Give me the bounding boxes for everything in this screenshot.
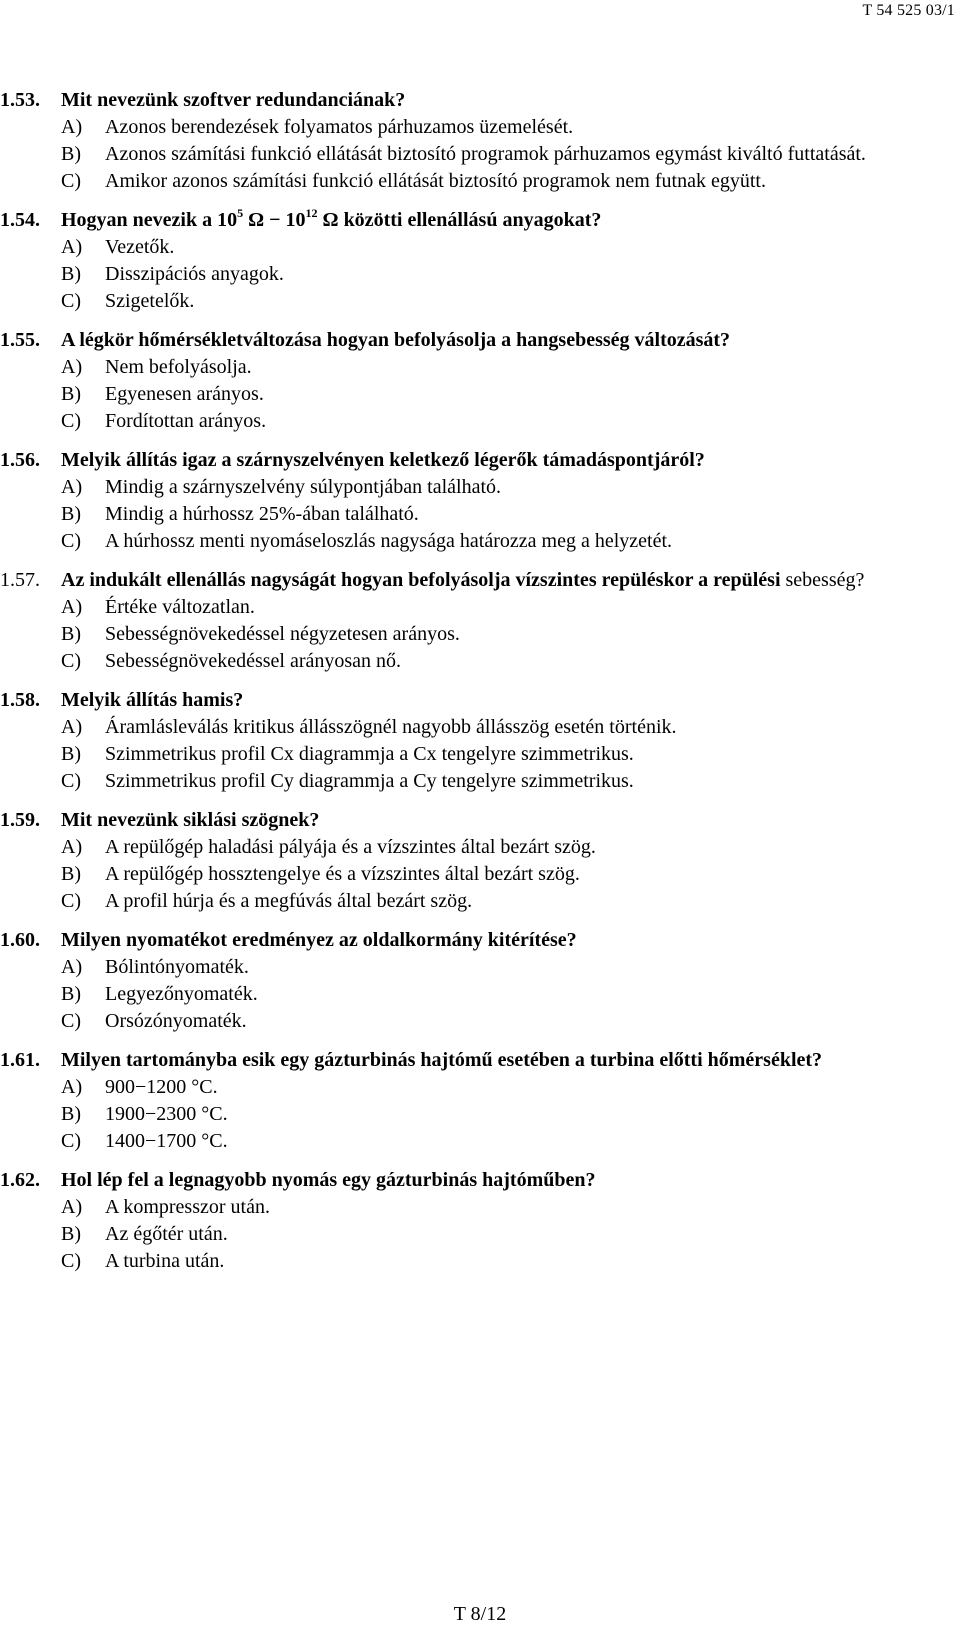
question-number: 1.56.: [0, 449, 40, 471]
question-text: Melyik állítás hamis?: [61, 689, 244, 711]
option-b: [61, 1221, 960, 1248]
option-letter: B): [61, 383, 81, 405]
option-letter: A): [61, 956, 83, 978]
option-a: [61, 234, 960, 261]
option-text: A turbina után.: [105, 1250, 225, 1272]
option-c: [61, 1128, 960, 1155]
option-c: [61, 648, 960, 675]
option-text: Fordítottan arányos.: [105, 410, 267, 432]
option-c: [61, 528, 960, 555]
option-c: [61, 288, 960, 315]
option-text: Azonos számítási funkció ellátását biztosító programok párhuzamos egymást kiváltó futtatását.: [105, 143, 866, 165]
question-text-part: Ω − 10: [243, 209, 306, 231]
option-b: [61, 981, 960, 1008]
option-text: Áramlásleválás kritikus állásszögnél nagyobb állásszög esetén történik.: [105, 716, 677, 738]
option-a: [61, 834, 960, 861]
question-text: Mit nevezünk szoftver redundanciának?: [61, 89, 406, 111]
option-text: A kompresszor után.: [105, 1196, 270, 1218]
question-number: 1.54.: [0, 209, 40, 231]
option-letter: B): [61, 1103, 81, 1125]
question-number: 1.62.: [0, 1169, 40, 1191]
page-number: T 8/12: [453, 1603, 507, 1625]
option-text: Sebességnövekedéssel négyzetesen arányos.: [105, 623, 460, 645]
option-a: [61, 714, 960, 741]
option-letter: C): [61, 1250, 81, 1272]
option-letter: C): [61, 530, 81, 552]
option-letter: C): [61, 650, 81, 672]
option-text: Legyezőnyomaték.: [105, 983, 258, 1005]
question-number: 1.60.: [0, 929, 40, 951]
question-text-part: Hogyan nevezik a 10: [61, 209, 238, 231]
question-text-part: sebesség?: [780, 569, 865, 591]
question-number: 1.59.: [0, 809, 40, 831]
option-text: Vezetők.: [105, 236, 175, 258]
option-letter: B): [61, 743, 81, 765]
question-text: A légkör hőmérsékletváltozása hogyan befolyásolja a hangsebesség változását?: [61, 329, 731, 351]
option-letter: A): [61, 716, 83, 738]
question-text-part: Az indukált ellenállás nagyságát hogyan befolyásolja vízszintes repüléskor a repülési: [61, 569, 781, 591]
option-letter: B): [61, 863, 81, 885]
option-letter: B): [61, 143, 81, 165]
option-text: Az égőtér után.: [105, 1223, 228, 1245]
option-letter: A): [61, 596, 83, 618]
option-text: Amikor azonos számítási funkció ellátását biztosító programok nem futnak együtt.: [105, 170, 766, 192]
question-text: [61, 207, 951, 234]
option-letter: C): [61, 770, 81, 792]
option-letter: C): [61, 1130, 81, 1152]
option-letter: A): [61, 236, 83, 258]
question-number: 1.57.: [0, 569, 40, 591]
question-1-54: [0, 207, 960, 315]
question-text: Hol lép fel a legnagyobb nyomás egy gázturbinás hajtóműben?: [61, 1169, 596, 1191]
question-1-55: [0, 327, 960, 435]
question-1-57: [0, 567, 960, 675]
option-letter: A): [61, 1196, 83, 1218]
question-1-58: [0, 687, 960, 795]
exponent: 5: [237, 206, 244, 220]
question-text-part: Ω közötti ellenállású anyagokat?: [317, 209, 602, 231]
option-b: [61, 261, 960, 288]
option-b: [61, 861, 960, 888]
option-text: A repülőgép hossztengelye és a vízszintes által bezárt szög.: [105, 863, 580, 885]
option-letter: A): [61, 1076, 83, 1098]
option-text: Szimmetrikus profil Cx diagrammja a Cx tengelyre szimmetrikus.: [105, 743, 634, 765]
option-letter: C): [61, 890, 81, 912]
option-letter: C): [61, 290, 81, 312]
option-text: Orsózónyomaték.: [105, 1010, 247, 1032]
question-number: 1.58.: [0, 689, 40, 711]
option-letter: A): [61, 116, 83, 138]
option-a: [61, 474, 960, 501]
option-text: Mindig a húrhossz 25%-ában található.: [105, 503, 419, 525]
option-text: Egyenesen arányos.: [105, 383, 264, 405]
option-letter: C): [61, 410, 81, 432]
question-number: 1.53.: [0, 89, 40, 111]
option-text: Szigetelők.: [105, 290, 195, 312]
option-letter: A): [61, 356, 83, 378]
question-1-61: [0, 1047, 960, 1155]
option-b: [61, 1101, 960, 1128]
option-c: [61, 408, 960, 435]
option-text: Sebességnövekedéssel arányosan nő.: [105, 650, 402, 672]
question-text: Milyen tartományba esik egy gázturbinás hajtómű esetében a turbina előtti hőmérséklet?: [61, 1049, 823, 1071]
option-letter: B): [61, 1223, 81, 1245]
question-1-62: [0, 1167, 960, 1275]
question-text: Mit nevezünk siklási szögnek?: [61, 809, 320, 831]
option-c: [61, 768, 960, 795]
option-text: Mindig a szárnyszelvény súlypontjában található.: [105, 476, 502, 498]
option-c: [61, 1008, 960, 1035]
option-b: [61, 141, 960, 168]
question-1-56: [0, 447, 960, 555]
question-text: [61, 567, 951, 594]
option-letter: A): [61, 836, 83, 858]
option-text: Azonos berendezések folyamatos párhuzamos üzemelését.: [105, 116, 574, 138]
option-a: [61, 354, 960, 381]
question-1-53: [0, 87, 960, 195]
option-a: [61, 114, 960, 141]
question-text: Milyen nyomatékot eredményez az oldalkormány kitérítése?: [61, 929, 577, 951]
question-1-59: [0, 807, 960, 915]
option-text: 1400−1700 °C.: [105, 1130, 228, 1152]
option-text: Bólintónyomaték.: [105, 956, 249, 978]
option-c: [61, 888, 960, 915]
option-b: [61, 381, 960, 408]
option-text: 1900−2300 °C.: [105, 1103, 228, 1125]
question-text: Melyik állítás igaz a szárnyszelvényen keletkező légerők támadáspontjáról?: [61, 449, 705, 471]
option-b: [61, 501, 960, 528]
option-letter: B): [61, 263, 81, 285]
option-b: [61, 741, 960, 768]
option-a: [61, 1074, 960, 1101]
option-text: A húrhossz menti nyomáseloszlás nagysága határozza meg a helyzetét.: [105, 530, 673, 552]
exponent: 12: [305, 206, 318, 220]
option-letter: C): [61, 1010, 81, 1032]
option-text: Disszipációs anyagok.: [105, 263, 284, 285]
option-a: [61, 594, 960, 621]
option-letter: B): [61, 983, 81, 1005]
option-text: Szimmetrikus profil Cy diagrammja a Cy tengelyre szimmetrikus.: [105, 770, 634, 792]
option-c: [61, 1248, 960, 1275]
option-text: Nem befolyásolja.: [105, 356, 252, 378]
question-1-60: [0, 927, 960, 1035]
document-code: T 54 525 03/1: [862, 2, 955, 19]
option-letter: B): [61, 503, 81, 525]
option-letter: C): [61, 170, 81, 192]
option-c: [61, 168, 960, 195]
option-letter: B): [61, 623, 81, 645]
option-a: [61, 954, 960, 981]
question-number: 1.55.: [0, 329, 40, 351]
option-text: A repülőgép haladási pályája és a vízszintes által bezárt szög.: [105, 836, 596, 858]
question-number: 1.61.: [0, 1049, 40, 1071]
option-letter: A): [61, 476, 83, 498]
option-text: 900−1200 °C.: [105, 1076, 218, 1098]
question-list: [0, 87, 960, 1287]
option-b: [61, 621, 960, 648]
option-text: A profil húrja és a megfúvás által bezárt szög.: [105, 890, 473, 912]
option-a: [61, 1194, 960, 1221]
option-text: Értéke változatlan.: [105, 596, 255, 618]
